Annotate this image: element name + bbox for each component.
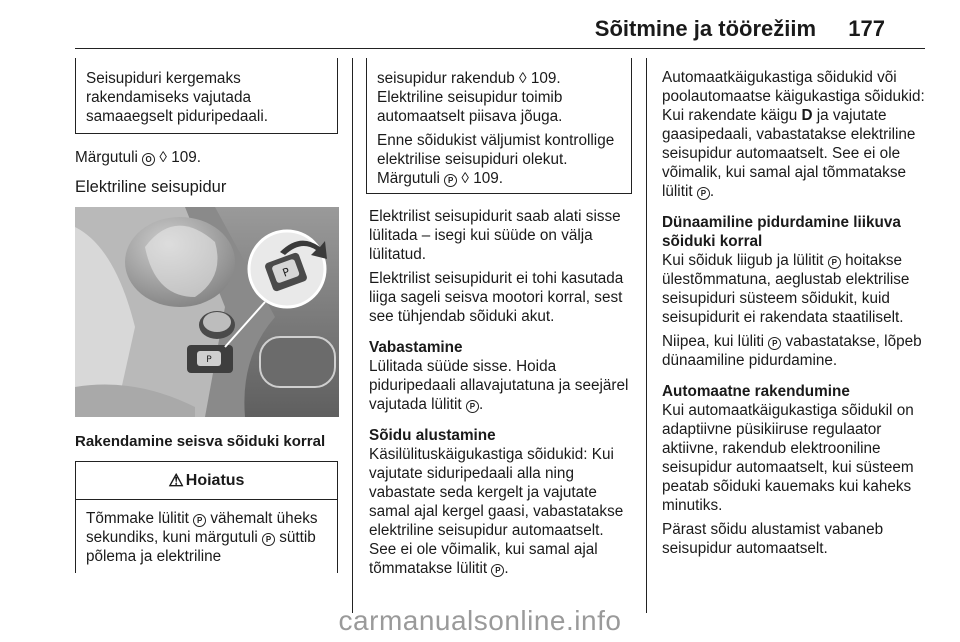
warning-body: Tõmmake lülitit P vähemalt üheks sekundiks, kuni märgutuli P süttib põlema ja elektriline: [86, 510, 318, 565]
parking-brake-indicator-icon: O: [142, 153, 155, 166]
paragraph: Lülitada süüde sisse. Hoida piduripedaali allavajutatuna ja seejärel vajutada lülitit P .: [369, 358, 629, 413]
page-number: 177: [848, 16, 885, 41]
paragraph: Automaatkäigukastiga sõidukid või poolautomaatse käigukastiga sõidukid: Kui rakendate käigu D ja vajutate gaasipedaali, vabastatakse elektriline seisupidur automaatselt. See ei ole võimalik, kui samal ajal tõmmatakse lülitit P .: [662, 69, 925, 200]
paragraph: Pärast sõidu alustamist vabaneb seisupidur automaatselt.: [662, 521, 884, 557]
paragraph: Niipea, kui lüliti P vabastatakse, lõpeb dünaamiline pidurdamine.: [662, 333, 922, 369]
note-box-continued: [75, 58, 338, 134]
chapter-title: Sõitmine ja töörežiim: [594, 16, 817, 41]
brake-switch-icon: P: [828, 256, 841, 269]
subheading-auto-apply: Automaatne rakendumine: [662, 383, 850, 400]
warning-title: Hoiatus: [185, 471, 245, 489]
paragraph: Elektrilist seisupidurit saab alati sisse lülitada – isegi kui süüde on välja lülitatud.: [369, 208, 621, 263]
reference-arrow-icon: ◊: [159, 149, 167, 166]
brake-switch-icon: P: [262, 533, 275, 546]
warning-header: [76, 462, 337, 500]
running-header: [595, 16, 885, 42]
paragraph: Kui sõiduk liigub ja lülitit P hoitakse ülestõmmatuna, aeglustab elektrilise seisupiduri süsteem sõidukit, kuid seisupidurit ei rakendata staatiliselt.: [662, 252, 910, 326]
paragraph: Kui automaatkäigukastiga sõidukil on adaptiivne püsikiiruse regulaator aktiivne, rakendub elektrooniline seisupidur automaatselt, kui süsteem peatab sõiduki kauemaks kui kaheks minutiks.: [662, 402, 914, 514]
warning-box: [75, 461, 338, 573]
reference-arrow-icon: ◊: [461, 170, 469, 187]
note-line-1: seisupidur rakendub ◊ 109.: [377, 70, 561, 87]
page-reference: 109.: [171, 149, 202, 166]
column-3-body: [662, 68, 928, 558]
indicator-line: Märgutuli O ◊ 109.: [75, 149, 202, 166]
brake-switch-icon: P: [444, 174, 457, 187]
brake-switch-icon: P: [466, 400, 479, 413]
subheading-drive-off: Sõidu alustamine: [369, 427, 496, 444]
reference-arrow-icon: ◊: [519, 70, 527, 87]
note-box-continued-2: [366, 58, 632, 194]
svg-text:P: P: [206, 355, 212, 365]
paragraph: Elektrilist seisupidurit ei tohi kasutada liiga sageli seisva mootori korral, sest see tühjendab sõiduki akut.: [369, 270, 624, 325]
brake-switch-icon: P: [768, 337, 781, 350]
paragraph: Käsilülituskäigukastiga sõidukid: Kui vajutate siduripedaali alla ning vabastate seda kergelt ja vajutate samal ajal kergel gaasi, vabastatakse elektriline seisupidur automaatselt. See ei ole võimalik, kui samal ajal tõmmatakse lülitit P .: [369, 446, 624, 577]
column-2-body: [369, 207, 635, 578]
column-divider-2: [646, 58, 647, 613]
header-rule: [75, 48, 925, 49]
note-line-3: Enne sõidukist väljumist kontrollige elektrilise seisupiduri olekut. Märgutuli P ◊ 109.: [377, 132, 615, 187]
note-text: Seisupiduri kergemaks rakendamiseks vajutada samaaegselt piduripedaali.: [86, 70, 268, 125]
brake-switch-icon: P: [697, 187, 710, 200]
image-caption: Rakendamine seisva sõiduki korral: [75, 433, 326, 450]
svg-text:P: P: [280, 265, 292, 280]
subheading-dynamic-braking: Dünaamiline pidurdamine liikuva sõiduki korral: [662, 214, 901, 250]
note-line-2: Elektriline seisupidur toimib automaatselt piisava jõuga.: [377, 89, 563, 125]
parking-brake-switch-photo: [75, 207, 339, 417]
brake-switch-icon: P: [491, 564, 504, 577]
subheading-release: Vabastamine: [369, 339, 463, 356]
watermark: carmanualsonline.info: [338, 605, 622, 636]
section-title: Elektriline seisupidur: [75, 178, 227, 196]
warning-triangle-icon: ⚠: [168, 470, 184, 490]
gear-letter: D: [801, 107, 813, 124]
brake-switch-icon: P: [193, 514, 206, 527]
column-divider-1: [352, 58, 353, 613]
